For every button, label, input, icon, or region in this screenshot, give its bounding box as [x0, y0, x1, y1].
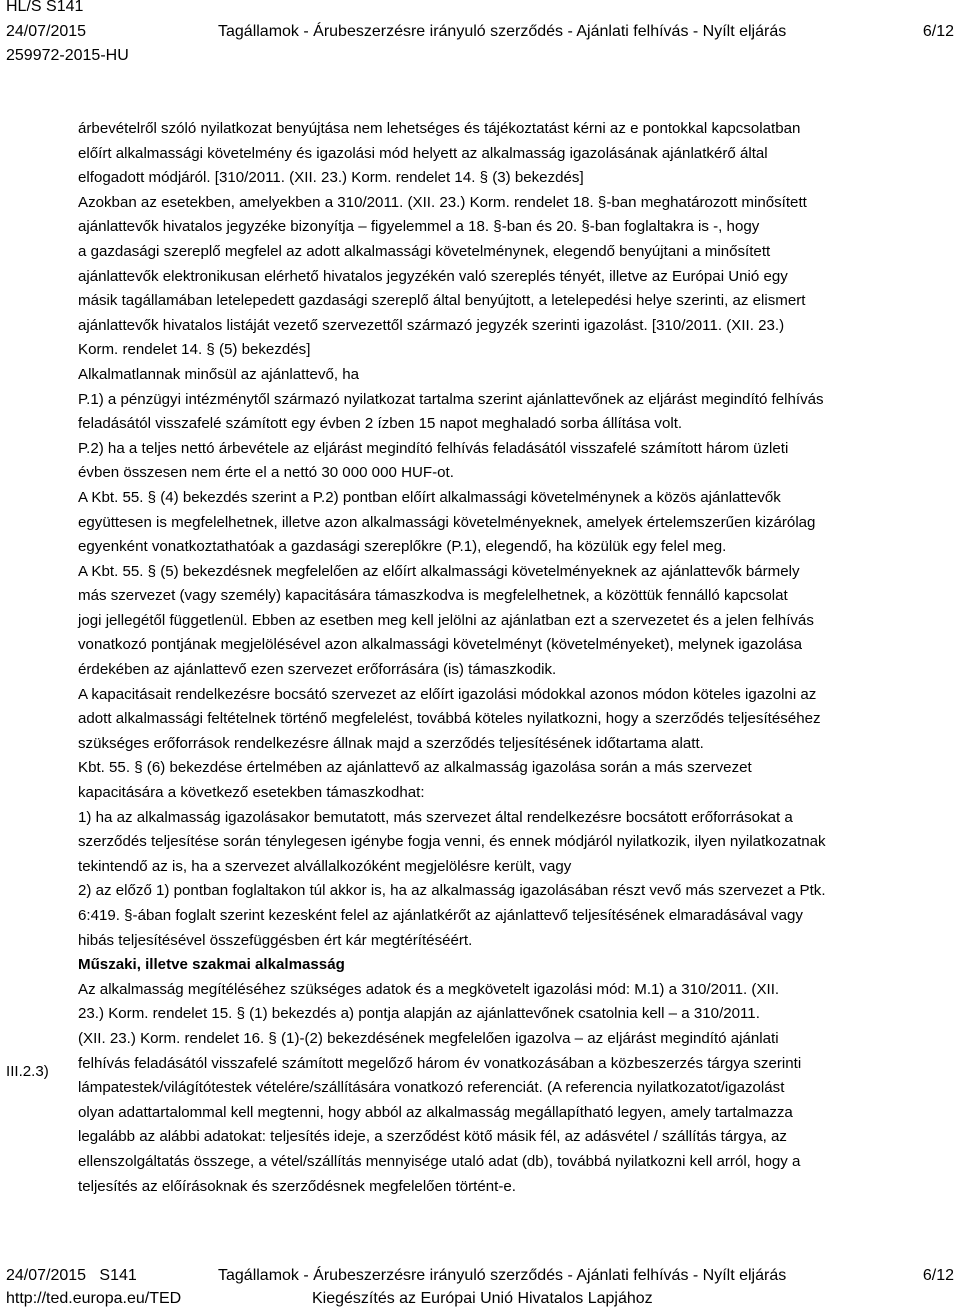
body-line: adott alkalmassági feltételnek történő megfelelést, továbbá köteles nyilatkozni, hogy a szerződés teljesítéséhez	[78, 710, 821, 728]
body-line: 6:419. §-ában foglalt szerint kezesként felel az ajánlatkérőt az ajánlattevő teljesítésének elmaradásával vagy	[78, 907, 803, 924]
subsection-line: (XII. 23.) Korm. rendelet 16. § (1)-(2) bekezdésének megfelelően igazolva – az eljárást megindító ajánlati	[78, 1029, 779, 1047]
body-line: Alkalmatlannak minősül az ajánlattevő, ha	[78, 365, 360, 383]
subsection-line: 23.) Korm. rendelet 15. § (1) bekezdés a) pontja alapján az ajánlattevőnek csatolnia kell – a 310/2011.	[78, 1005, 760, 1023]
body-line: előírt alkalmassági követelmény és igazolási mód helyett az alkalmasság igazolásának ajánlatkérő által	[78, 144, 768, 162]
body-line: Korm. rendelet 14. § (5) bekezdés]	[78, 341, 311, 359]
body-line: ajánlattevők elektronikusan elérhető hivatalos jegyzékén való szereplés tényét, illetve az Európai Unió egy	[78, 267, 788, 285]
body-line: A kapacitásait rendelkezésre bocsátó szervezet az előírt igazolási módokkal azonos módon köteles igazolni az	[78, 685, 817, 703]
body-line: P.1) a pénzügyi intézménytől származó nyilatkozat tartalma szerint ajánlattevőnek az eljárást megindító felhívás	[78, 390, 824, 408]
header-date: 24/07/2015	[6, 23, 87, 40]
body-line: együttesen is megfelelhetnek, illetve azon alkalmassági követelményeknek, amelyek értelemszerűen kizárólag	[78, 513, 816, 531]
footer-url[interactable]: http://ted.europa.eu/TED	[6, 1290, 182, 1307]
subsection-line: olyan adattartalommal kell megtenni, hogy abból az alkalmasság megállapítható legyen, amely tartalmazza	[78, 1103, 793, 1121]
body-line: egyenként vonatkoztathatóak a gazdasági szereplőkre (P.1), elegendő, ha közülük egy felel meg.	[78, 538, 727, 556]
body-line: kapacitására a következő esetekben támaszkodhat:	[78, 784, 425, 802]
footer-page-number: 6/12	[922, 1267, 954, 1284]
subsection-line: teljesítés az előírásoknak és szerződésnek megfelelően történt-e.	[78, 1177, 516, 1195]
body-line: a gazdasági szereplő megfelel az adott alkalmassági követelménynek, elegendő benyújtani a minősített	[78, 242, 771, 260]
body-line: más szervezet (vagy személy) kapacitására támaszkodva is megfelelhetnek, a közöttük fennálló kapcsolat	[78, 587, 788, 605]
footer-series: S141	[99, 1267, 137, 1284]
footer-title: Tagállamok - Árubeszerzésre irányuló szerződés - Ajánlati felhívás - Nyílt eljárás	[218, 1267, 787, 1284]
subsection-line: legalább az alábbi adatokat: teljesítés ideje, a szerződést kötő másik fél, az adásvétel / szállítás tárgya, az	[78, 1128, 787, 1146]
body-text	[78, 117, 958, 953]
body-line: 1) ha az alkalmasság igazolásakor bemutatott, más szervezet által rendelkezésre bocsátott erőforrásokat a	[78, 808, 793, 826]
body-line: szerződés teljesítése során ténylegesen igénybe fogja venni, és ennek módjáról nyilatkozik, ilyen nyilatkozatnak	[78, 833, 826, 851]
subsection-heading: Műszaki, illetve szakmai alkalmasság	[78, 956, 345, 974]
body-line: másik tagállamában letelepedett gazdasági szereplő által benyújtott, a letelepedési helye szerinti, az elismert	[78, 292, 806, 310]
body-line: elfogadott módjáról. [310/2011. (XII. 23.) Korm. rendelet 14. § (3) bekezdés]	[78, 169, 584, 187]
subsection-text	[78, 978, 958, 1199]
body-line: évben összesen nem érte el a nettó 30 000 000 HUF-ot.	[78, 464, 454, 482]
section-number-label: III.2.3)	[6, 1063, 49, 1080]
body-line: árbevételről szóló nyilatkozat benyújtása nem lehetséges és tájékoztatást kérni az e pontokkal kapcsolatban	[78, 120, 801, 137]
footer-subtitle: Kiegészítés az Európai Unió Hivatalos Lapjához	[312, 1290, 653, 1307]
header-doc-id: 259972-2015-HU	[6, 47, 129, 64]
body-line: hibás teljesítésével összefüggésben ért kár megtérítéséért.	[78, 931, 473, 949]
footer-date: 24/07/2015	[6, 1267, 87, 1284]
body-line: A Kbt. 55. § (4) bekezdés szerint a P.2) pontban előírt alkalmassági követelménynek a közös ajánlattevők	[78, 488, 781, 506]
subsection-line: ellenszolgáltatás összege, a vétel/szállítás mennyisége utaló adat (db), továbbá nyilatkozni kell arról, hogy a	[78, 1152, 801, 1170]
body-line: Azokban az esetekben, amelyekben a 310/2011. (XII. 23.) Korm. rendelet 18. §-ban meghatározott minősített	[78, 193, 807, 211]
subsection-line: Az alkalmasság megítéléséhez szükséges adatok és a megkövetelt igazolási mód: M.1) a 310/2011. (XII.	[78, 980, 780, 998]
body-line: vonatkozó pontjának megjelölésével azon alkalmassági követelményt (követelményeket), melynek igazolása	[78, 636, 803, 654]
body-line: P.2) ha a teljes nettó árbevétele az eljárást megindító felhívás feladásától visszafelé számított három üzleti	[78, 439, 789, 457]
body-line: A Kbt. 55. § (5) bekezdésnek megfelelően az előírt alkalmassági követelményeknek az ajánlattevők bármely	[78, 562, 800, 580]
header-title: Tagállamok - Árubeszerzésre irányuló szerződés - Ajánlati felhívás - Nyílt eljárás	[218, 23, 787, 40]
body-line: tekintendő az is, ha a szervezet alvállalkozóként megjelölésre került, vagy	[78, 857, 572, 875]
body-line: Kbt. 55. § (6) bekezdése értelmében az ajánlattevő az alkalmasság igazolása során a más szervezet	[78, 759, 752, 777]
body-line: szükséges erőforrások rendelkezésre állnak majd a szerződés teljesítésének időtartama alatt.	[78, 734, 704, 752]
subsection-line: lámpatestek/világítótestek vételére/szállítására vonatkozó referenciát. (A referencia nyilatkozatot/igazolást	[78, 1079, 785, 1097]
body-line: 2) az előző 1) pontban foglaltakon túl akkor is, ha az alkalmasság igazolásában részt vevő más szervezet a Ptk.	[78, 882, 826, 900]
body-line: feladásától visszafelé számított egy évben 2 ízben 15 napot meghaladó sorba állítása volt.	[78, 415, 683, 433]
footer-date-series	[6, 1266, 137, 1286]
body-line: ajánlattevők hivatalos listáját vezető szervezettől származó jegyzék szerinti igazolást. [310/2011. (XII. 23.)	[78, 316, 785, 334]
body-line: érdekében az ajánlattevő ezen szervezet erőforrására (is) támaszkodik.	[78, 661, 557, 679]
subsection-line: felhívás feladásától visszafelé számított megelőző három év vonatkozásában a közbeszerzés tárgya szerinti	[78, 1054, 802, 1072]
body-line: ajánlattevők hivatalos jegyzéke bizonyítja – figyelemmel a 18. §-ban és 20. §-ban foglaltakra is -, hogy	[78, 218, 760, 236]
header-page-number: 6/12	[922, 23, 954, 40]
document-body	[78, 117, 958, 1199]
header-series: HL/S S141	[6, 0, 84, 15]
body-line: jogi jellegétől függetlenül. Ebben az esetben meg kell jelölni az ajánlatban ezt a szervezetet és a jelen felhívás	[78, 611, 814, 629]
